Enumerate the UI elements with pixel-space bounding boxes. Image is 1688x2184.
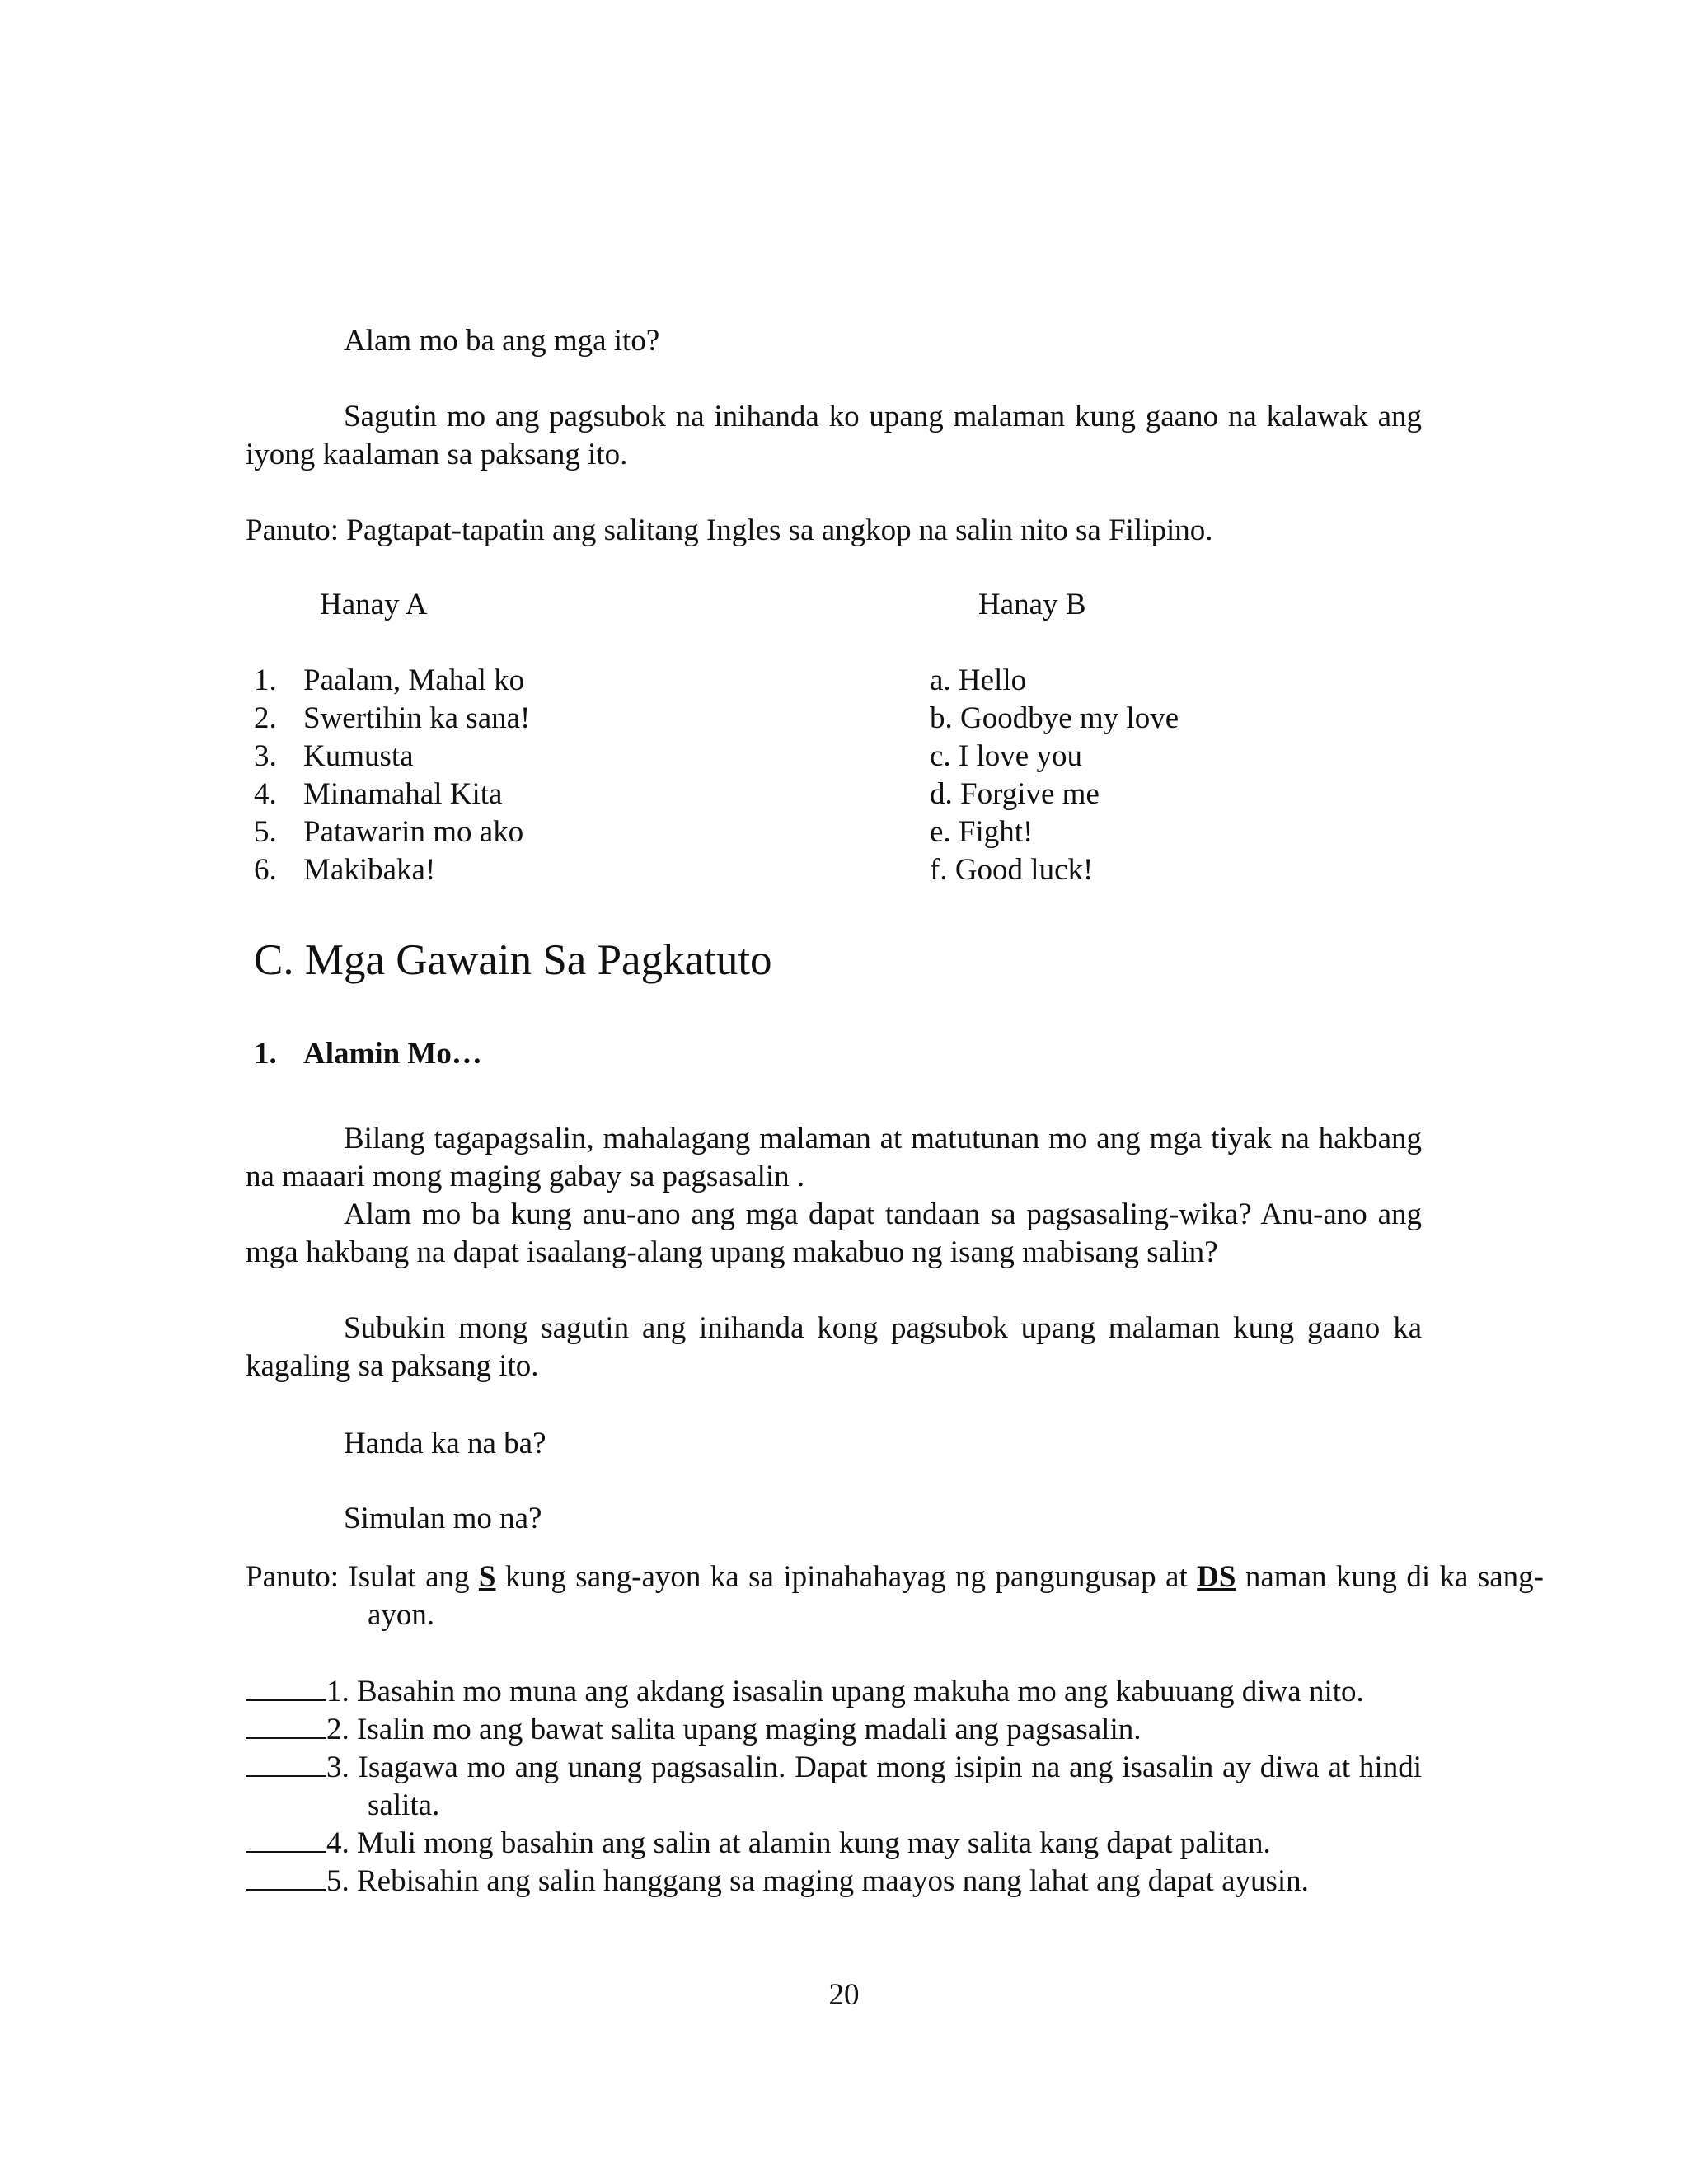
intro-paragraph: Sagutin mo ang pagsubok na inihanda ko upang malaman kung gaano na kalawak ang iyong kaalaman sa paksang ito. (246, 400, 1422, 471)
statement-text: Muli mong basahin ang salin at alamin kung may salita kang dapat palitan. (349, 1826, 1271, 1860)
hanay-a-item (254, 738, 530, 776)
item-number: 4. (254, 777, 277, 811)
hanay-b-item: b. Goodbye my love (930, 701, 1179, 735)
instructions-middle: kung sang-ayon ka sa ipinahahayag ng pangungusap at (495, 1560, 1198, 1594)
statement-list (246, 1673, 1422, 1900)
item-text: Patawarin mo ako (303, 815, 524, 849)
item-number: 5. (254, 815, 277, 849)
statement-number: 1. (326, 1675, 349, 1708)
subsection-number: 1. (254, 1037, 277, 1071)
hanay-a-item (254, 700, 530, 738)
hanay-b-label: Hanay B (978, 588, 1086, 621)
item-text: Makibaka! (303, 853, 436, 887)
hanay-b-item: f. Good luck! (930, 853, 1094, 887)
item-text: Minamahal Kita (303, 777, 503, 811)
statement-number: 2. (326, 1713, 349, 1746)
statement-number: 3. (326, 1750, 349, 1784)
hanay-b-item: d. Forgive me (930, 777, 1100, 811)
paragraph-tagapagsalin: Bilang tagapagsalin, mahalagang malaman at matutunan mo ang mga tiyak na hakbang na maaari mong maging gabay sa pagsasalin . (246, 1122, 1422, 1193)
statement-number: 4. (326, 1826, 349, 1860)
sang-ayon-instructions (246, 1558, 1544, 1634)
statement-text: Basahin mo muna ang akdang isasalin upang makuha mo ang kabuuang diwa nito. (349, 1675, 1364, 1708)
hanay-a-item (254, 851, 530, 889)
item-text: Paalam, Mahal ko (303, 663, 525, 697)
hanay-b-list (930, 662, 1179, 889)
handa-question: Handa ka na ba? (344, 1427, 546, 1460)
statement-item (246, 1749, 1422, 1825)
statement-text: Isalin mo ang bawat salita upang maging madali ang pagsasalin. (349, 1713, 1142, 1746)
statement-item (246, 1863, 1422, 1900)
section-heading: C. Mga Gawain Sa Pagkatuto (254, 936, 772, 984)
hanay-b-item: c. I love you (930, 739, 1082, 773)
item-text: Swertihin ka sana! (303, 701, 531, 735)
statement-item (246, 1825, 1422, 1863)
statement-item (246, 1711, 1422, 1749)
statement-item (246, 1673, 1422, 1711)
hanay-a-item (254, 662, 530, 700)
item-number: 2. (254, 701, 277, 735)
hanay-a-list (254, 662, 530, 889)
hanay-b-item: a. Hello (930, 663, 1027, 697)
answer-blank[interactable] (246, 1863, 326, 1891)
matching-instructions: Panuto: Pagtapat-tapatin ang salitang Ingles sa angkop na salin nito sa Filipino. (246, 513, 1213, 547)
paragraph-subukin: Subukin mong sagutin ang inihanda kong pagsubok upang malaman kung gaano ka kagaling sa paksang ito. (246, 1311, 1422, 1383)
item-number: 3. (254, 739, 277, 773)
simulan-question: Simulan mo na? (344, 1502, 542, 1535)
answer-blank[interactable] (246, 1749, 326, 1777)
hanay-a-item (254, 776, 530, 813)
instructions-prefix: Panuto: Isulat ang (246, 1560, 479, 1594)
subsection-heading (254, 1035, 482, 1073)
answer-blank[interactable] (246, 1825, 326, 1853)
hanay-b-item: e. Fight! (930, 815, 1034, 849)
paragraph-dapat-tandaan: Alam mo ba kung anu-ano ang mga dapat tandaan sa pagsasaling-wika? Anu-ano ang mga hakbang na dapat isaalang-alang upang makabuo ng isang mabisang salin? (246, 1197, 1422, 1269)
hanay-a-label: Hanay A (320, 588, 428, 621)
answer-blank[interactable] (246, 1711, 326, 1739)
answer-code-s: S (478, 1560, 496, 1594)
instructions-suffix: naman kung di ka sang-ayon. (368, 1560, 1544, 1632)
subsection-title: Alamin Mo… (303, 1037, 482, 1071)
answer-code-ds: DS (1197, 1560, 1236, 1594)
statement-text: Rebisahin ang salin hanggang sa maging maayos nang lahat ang dapat ayusin. (349, 1864, 1309, 1898)
answer-blank[interactable] (246, 1673, 326, 1701)
statement-number: 5. (326, 1864, 349, 1898)
statement-text: Isagawa mo ang unang pagsasalin. Dapat mong isipin na ang isasalin ay diwa at hindi salita. (349, 1750, 1422, 1822)
page-number: 20 (828, 1978, 860, 2012)
hanay-a-item (254, 813, 530, 851)
item-text: Kumusta (303, 739, 414, 773)
item-number: 1. (254, 663, 277, 697)
item-number: 6. (254, 853, 277, 887)
intro-question: Alam mo ba ang mga ito? (344, 324, 660, 358)
